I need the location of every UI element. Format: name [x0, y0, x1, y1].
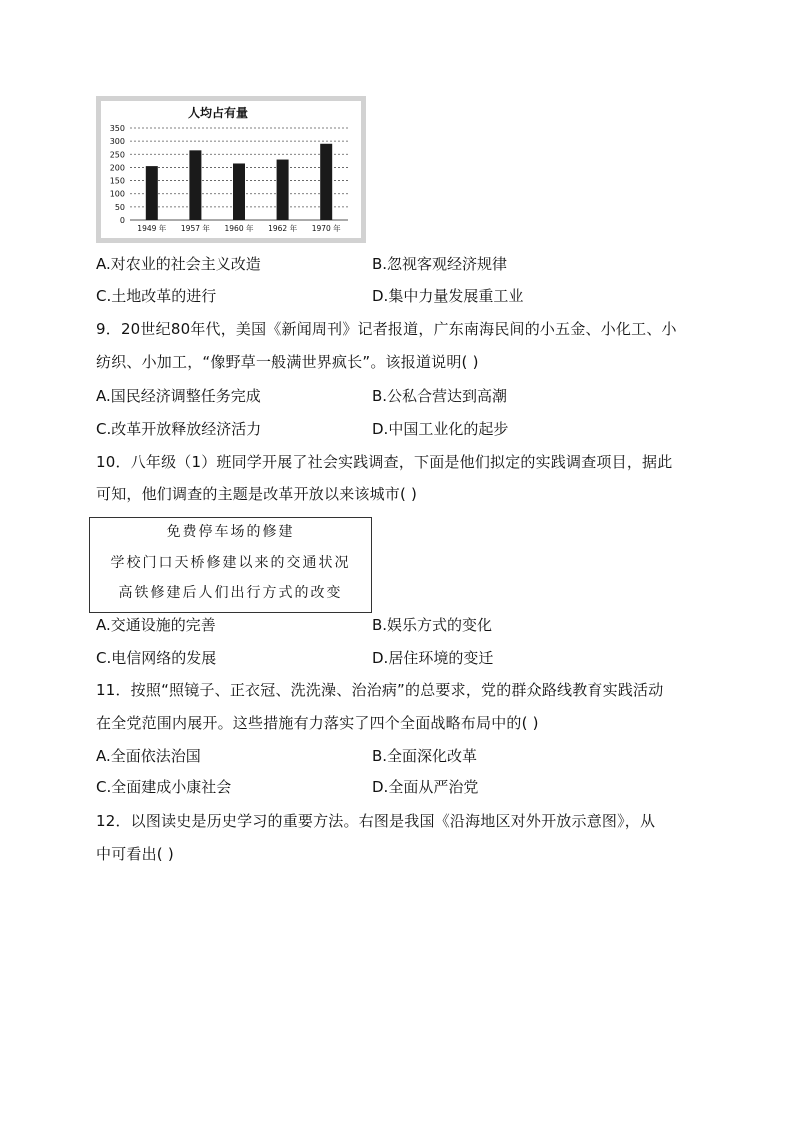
bar-chart-svg — [96, 96, 366, 243]
chart-y-tick-label: 50 — [114, 202, 125, 212]
chart-bar — [189, 150, 201, 220]
q10-option-a: A.交通设施的完善 — [96, 616, 216, 634]
chart-x-tick-label: 1970 年 — [311, 224, 341, 233]
q8-option-c: C.土地改革的进行 — [96, 287, 217, 305]
chart-x-tick-label: 1960 年 — [224, 224, 254, 233]
q12-stem-line-2: 中可看出( ) — [96, 845, 174, 863]
chart-y-tick-label: 200 — [109, 163, 125, 173]
q9-option-b: B.公私合营达到高潮 — [372, 387, 508, 405]
q9-stem-line-2: 纺织、小加工，“像野草一般满世界疯长”。该报道说明( ) — [96, 353, 479, 371]
bar-chart — [96, 96, 366, 243]
chart-y-tick-label: 350 — [109, 124, 125, 133]
q11-option-d: D.全面从严治党 — [372, 778, 479, 796]
chart-bar — [146, 166, 158, 220]
q10-option-b: B.娱乐方式的变化 — [372, 616, 493, 634]
survey-item: 免费停车场的修建 — [166, 524, 295, 540]
q11-stem-line-1: 11．按照“照镜子、正衣冠、洗洗澡、治治病”的总要求，党的群众路线教育实践活动 — [96, 681, 664, 699]
chart-y-tick-label: 250 — [109, 150, 125, 160]
q8-option-a: A.对农业的社会主义改造 — [96, 255, 261, 273]
chart-x-tick-label: 1962 年 — [268, 224, 298, 233]
q11-option-b: B.全面深化改革 — [372, 747, 478, 765]
q8-option-b: B.忽视客观经济规律 — [372, 255, 508, 273]
q9-stem-line-1: 9．20世纪80年代，美国《新闻周刊》记者报道，广东南海民间的小五金、小化工、小 — [96, 320, 677, 338]
chart-bar — [320, 144, 332, 220]
chart-x-tick-label: 1957 年 — [180, 224, 210, 233]
q9-option-d: D.中国工业化的起步 — [372, 420, 509, 438]
chart-x-tick-label: 1949 年 — [137, 224, 167, 233]
chart-y-tick-label: 300 — [109, 137, 125, 147]
q12-stem-line-1: 12．以图读史是历史学习的重要方法。右图是我国《沿海地区对外开放示意图》，从 — [96, 812, 656, 830]
q9-option-a: A.国民经济调整任务完成 — [96, 387, 261, 405]
survey-item: 学校门口天桥修建以来的交通状况 — [110, 555, 351, 571]
survey-items-box — [89, 517, 372, 613]
survey-item: 高铁修建后人们出行方式的改变 — [118, 585, 343, 601]
q11-option-c: C.全面建成小康社会 — [96, 778, 232, 796]
q10-option-c: C.电信网络的发展 — [96, 649, 217, 667]
q8-option-d: D.集中力量发展重工业 — [372, 287, 524, 305]
chart-y-tick-label: 100 — [109, 189, 125, 199]
q11-stem-line-2: 在全党范围内展开。这些措施有力落实了四个全面战略布局中的( ) — [96, 714, 539, 732]
q10-stem-line-2: 可知，他们调查的主题是改革开放以来该城市( ) — [96, 485, 418, 503]
q10-stem-line-1: 10．八年级（1）班同学开展了社会实践调查，下面是他们拟定的实践调查项目，据此 — [96, 453, 673, 471]
chart-bar — [233, 163, 245, 220]
chart-y-tick-label: 150 — [109, 176, 125, 186]
q11-option-a: A.全面依法治国 — [96, 747, 201, 765]
chart-title: 人均占有量 — [187, 106, 249, 120]
q9-option-c: C.改革开放释放经济活力 — [96, 420, 262, 438]
chart-bar — [277, 160, 289, 220]
q10-option-d: D.居住环境的变迁 — [372, 649, 494, 667]
chart-y-tick-label: 0 — [119, 216, 125, 225]
